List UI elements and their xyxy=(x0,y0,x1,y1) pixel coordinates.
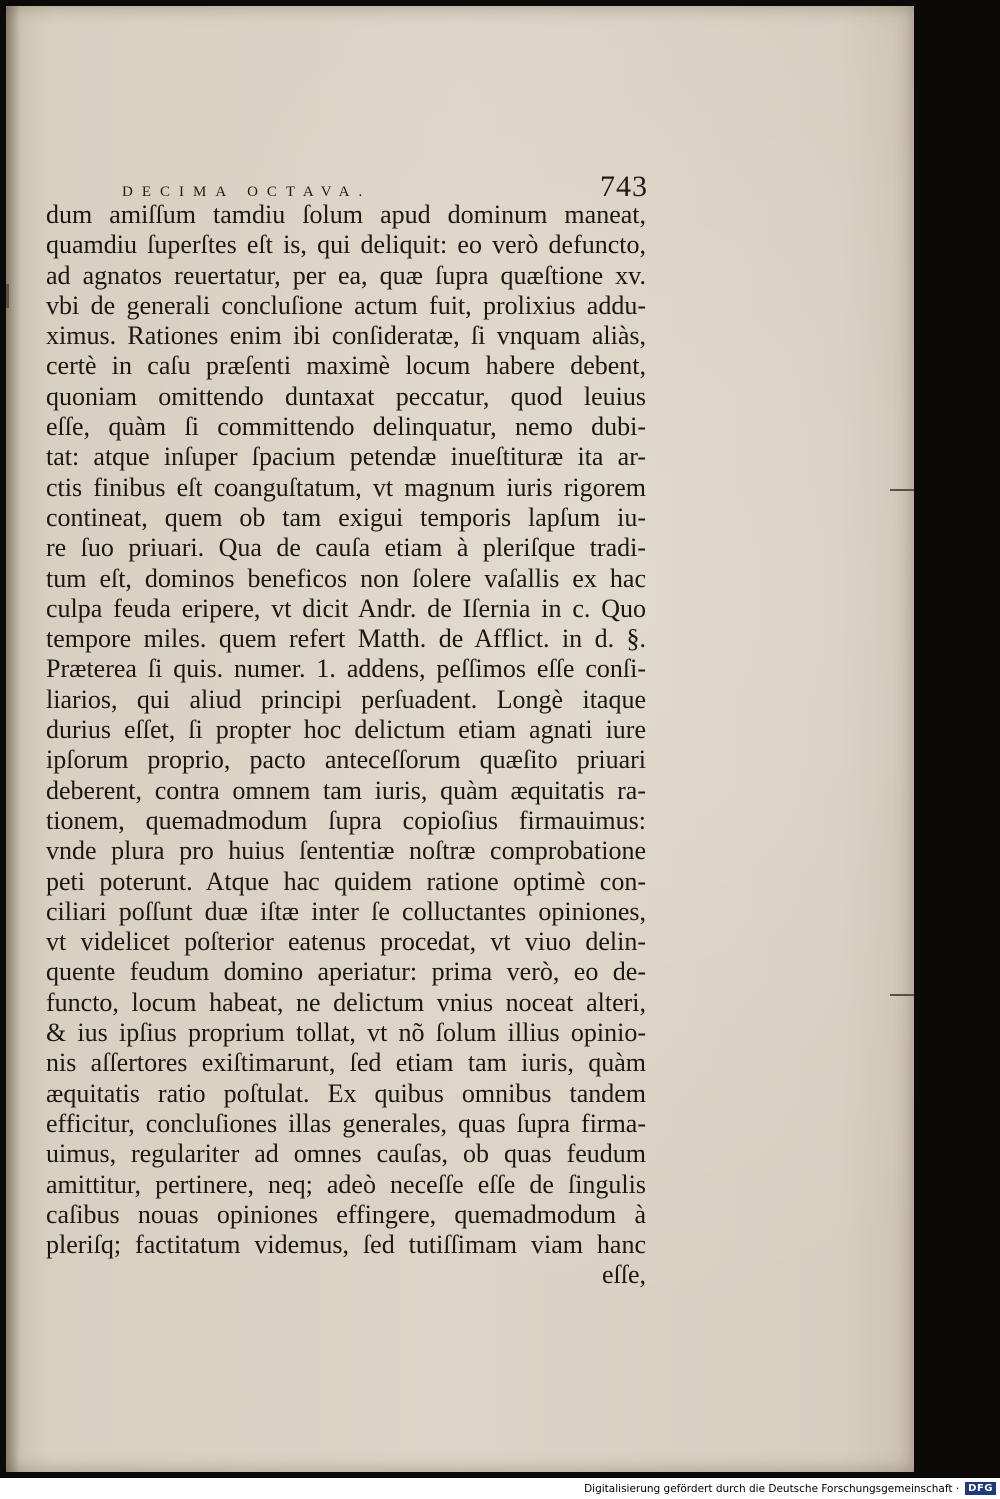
text-line: tempore miles. quem refert Matth. de Afflict. in d. §. xyxy=(46,624,646,654)
text-line: contineat, quem ob tam exigui temporis lapſum iu- xyxy=(46,502,646,532)
margin-mark xyxy=(890,489,914,491)
gutter-shadow xyxy=(6,6,20,1472)
text-line: deberent, contra omnem tam iuris, quàm æquitatis ra- xyxy=(46,775,646,805)
text-line: uimus, regulariter ad omnes cauſas, ob quas feudum xyxy=(46,1139,646,1169)
text-line: vbi de generali concluſione actum fuit, prolixius addu- xyxy=(46,290,646,320)
text-line: ipſorum proprio, pacto anteceſſorum quæſito priuari xyxy=(46,745,646,775)
text-line: re ſuo priuari. Qua de cauſa etiam à pleriſque tradi- xyxy=(46,533,646,563)
text-line: certè in caſu præſenti maximè locum habere debent, xyxy=(46,351,646,381)
text-line: tat: atque inſuper ſpacium petendæ inueſtituræ ita ar- xyxy=(46,442,646,472)
body-text xyxy=(46,200,646,1291)
text-line: pleriſq; factitatum videmus, ſed tutiſſimam viam hanc xyxy=(46,1230,646,1260)
text-line: nis aſſertores exiſtimarunt, ſed etiam tam iuris, quàm xyxy=(46,1048,646,1078)
dfg-logo-icon: DFG xyxy=(965,1482,996,1495)
text-line: peti poterunt. Atque hac quidem ratione optimè con- xyxy=(46,866,646,896)
text-line: culpa feuda eripere, vt dicit Andr. de Iſernia in c. Quo xyxy=(46,593,646,623)
text-line: ctis finibus eſt coanguſtatum, vt magnum iuris rigorem xyxy=(46,472,646,502)
text-line: & ius ipſius proprium tollat, vt nõ ſolum illius opinio- xyxy=(46,1018,646,1048)
text-line: ad agnatos reuertatur, per ea, quæ ſupra quæſtione xv. xyxy=(46,260,646,290)
text-line: tionem, quemadmodum ſupra copioſius firmauimus: xyxy=(46,805,646,835)
text-line: tum eſt, dominos beneficos non ſolere vaſallis ex hac xyxy=(46,563,646,593)
text-line: durius eſſet, ſi propter hoc delictum etiam agnati iure xyxy=(46,715,646,745)
text-line: Præterea ſi quis. numer. 1. addens, peſſimos eſſe conſi- xyxy=(46,654,646,684)
text-line: ximus. Rationes enim ibi conſideratæ, ſi vnquam aliàs, xyxy=(46,321,646,351)
text-line: amittitur, pertinere, neq; adeò neceſſe eſſe de ſingulis xyxy=(46,1169,646,1199)
running-head xyxy=(122,170,648,204)
digitization-footer xyxy=(0,1478,1000,1499)
page-number: 743 xyxy=(600,170,648,203)
running-head-title: DECIMA OCTAVA. xyxy=(122,184,372,200)
margin-mark xyxy=(890,994,914,996)
text-line: æquitatis ratio poſtulat. Ex quibus omnibus tandem xyxy=(46,1078,646,1108)
text-line: eſſe, quàm ſi committendo delinquatur, nemo dubi- xyxy=(46,412,646,442)
text-line: vnde plura pro huius ſententiæ noſtræ comprobatione xyxy=(46,836,646,866)
text-line: functo, locum habeat, ne delictum vnius noceat alteri, xyxy=(46,987,646,1017)
text-line: efficitur, concluſiones illas generales, quas ſupra firma- xyxy=(46,1108,646,1138)
text-line: quente feudum domino aperiatur: prima verò, eo de- xyxy=(46,957,646,987)
text-line: vt videlicet poſterior eatenus procedat, vt viuo delin- xyxy=(46,927,646,957)
text-line: quoniam omittendo duntaxat peccatur, quod leuius xyxy=(46,381,646,411)
text-line: caſibus nouas opiniones effingere, quemadmodum à xyxy=(46,1199,646,1229)
catchword: eſſe, xyxy=(601,1260,646,1290)
text-line: liarios, qui aliud principi perſuadent. Longè itaque xyxy=(46,684,646,714)
text-line: ciliari poſſunt duæ iſtæ inter ſe colluctantes opiniones, xyxy=(46,896,646,926)
footer-credit: Digitalisierung gefördert durch die Deutsche Forschungsgemeinschaft · xyxy=(584,1482,960,1495)
margin-mark xyxy=(6,284,9,308)
text-line: dum amiſſum tamdiu ſolum apud dominum maneat, xyxy=(46,200,646,229)
text-line: quamdiu ſuperſtes eſt is, qui deliquit: eo verò defuncto, xyxy=(46,230,646,260)
